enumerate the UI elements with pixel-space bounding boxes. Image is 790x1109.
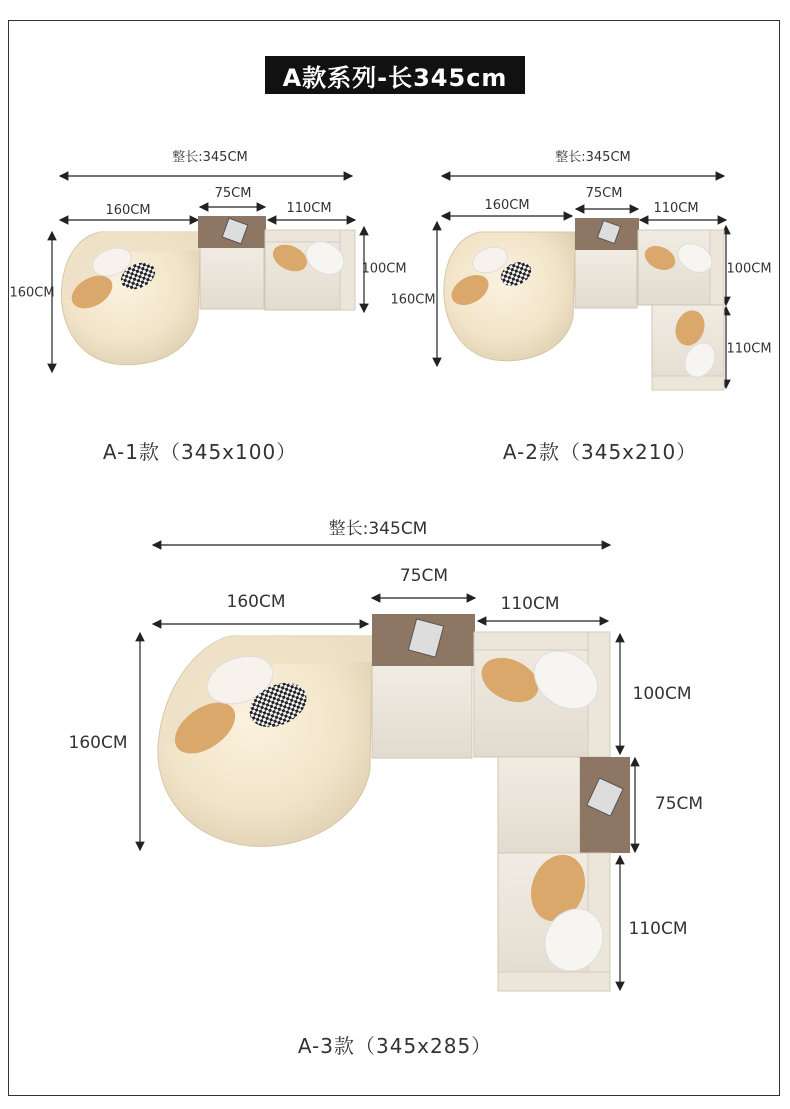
a3-left-width: 160CM xyxy=(226,592,286,612)
a2-lower-depth: 110CM xyxy=(726,341,772,357)
a2-total-length: 整长:345CM xyxy=(555,150,631,165)
a3-table-depth: 75CM xyxy=(654,794,704,814)
a2-right-width: 110CM xyxy=(653,201,699,216)
page-title: A款系列-长345cm xyxy=(265,56,525,94)
a3-lower-depth: 110CM xyxy=(628,919,688,939)
a2-height: 160CM xyxy=(390,292,436,308)
a3-mid-width: 75CM xyxy=(399,566,449,586)
a1-height: 160CM xyxy=(9,285,55,301)
a3-caption: A-3款（345x285） xyxy=(297,1034,493,1058)
a3-right-width: 110CM xyxy=(500,594,560,614)
a1-mid-width: 75CM xyxy=(214,186,252,201)
a3-height: 160CM xyxy=(68,733,128,753)
a2-caption: A-2款（345x210） xyxy=(502,440,698,464)
a2-mid-width: 75CM xyxy=(585,186,623,201)
a3-right-depth: 100CM xyxy=(632,684,692,704)
a1-total-length: 整长:345CM xyxy=(172,150,248,165)
a3-total-length: 整长:345CM xyxy=(328,519,428,539)
a1-left-width: 160CM xyxy=(105,203,151,218)
a1-right-width: 110CM xyxy=(286,201,332,216)
sofa-a3 xyxy=(140,545,635,991)
a1-right-depth: 100CM xyxy=(361,261,407,277)
a2-right-depth: 100CM xyxy=(726,261,772,277)
a1-caption: A-1款（345x100） xyxy=(102,440,298,464)
a2-left-width: 160CM xyxy=(484,198,530,213)
